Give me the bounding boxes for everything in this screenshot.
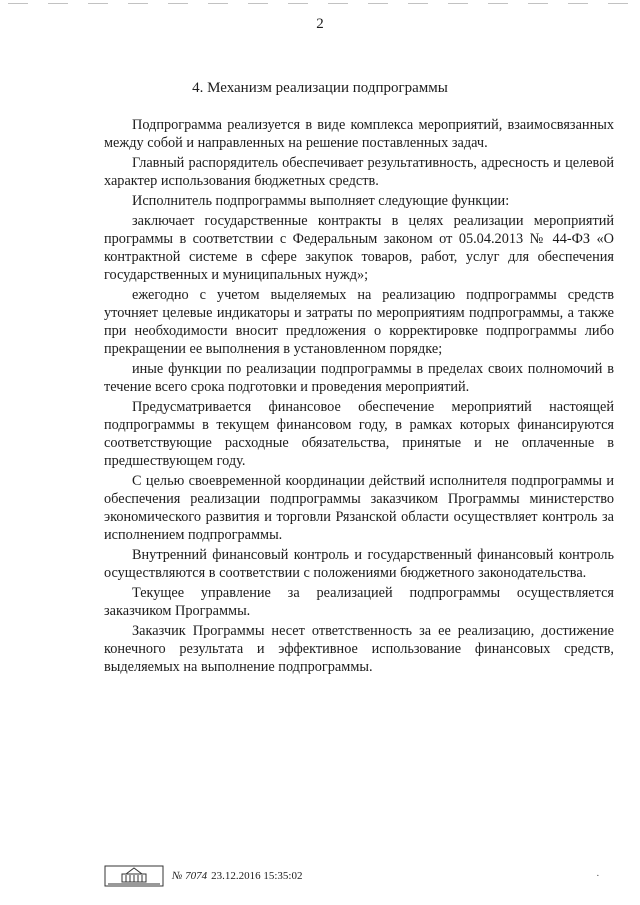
- corner-mark: ·: [596, 870, 600, 882]
- document-footer: [104, 864, 303, 888]
- paragraph-financial-control: Внутренний финансовый контроль и государственный финансовый контроль осуществляются в соответствии с положениями бюджетного законодательства.: [104, 547, 614, 581]
- paragraph-responsibility: Заказчик Программы несет ответственность за ее реализацию, достижение конечного результата и эффективное использование финансовых средств, выделяемых на выполнение подпрограммы.: [104, 623, 614, 675]
- paragraph-main-manager: Главный распорядитель обеспечивает результативность, адресность и целевой характер использования бюджетных средств.: [104, 155, 614, 189]
- page-number: 2: [316, 16, 324, 32]
- paragraph-executor-functions: Исполнитель подпрограммы выполняет следующие функции:: [132, 193, 510, 209]
- section-heading: 4. Механизм реализации подпрограммы: [192, 80, 448, 96]
- stamp-number: № 7074: [172, 870, 208, 882]
- stamp-datetime: 23.12.2016 15:35:02: [211, 870, 303, 882]
- paragraph-other-functions: иные функции по реализации подпрограммы в пределах своих полномочий в течение всего срока подготовки и проведения мероприятий.: [104, 361, 614, 395]
- scan-edge-line: [8, 3, 632, 4]
- paragraph-annual-refinement: ежегодно с учетом выделяемых на реализацию подпрограммы средств уточняет целевые индикаторы и затраты по мероприятиям подпрограммы, а также при необходимости вносит предложения о корректировке подпрограммы либо прекращении ее выполнения в установленном порядке;: [104, 287, 614, 357]
- paragraph-contracts: заключает государственные контракты в целях реализации мероприятий программы в соответствии с Федеральным законом от 05.04.2013 № 44-ФЗ «О контрактной системе в сфере закупок товаров, работ, услуг для обеспечения государственных и муниципальных нужд»;: [104, 213, 614, 283]
- document-body: [104, 116, 614, 678]
- building-seal-icon: [104, 865, 164, 887]
- paragraph-coordination: С целью своевременной координации действий исполнителя подпрограммы и обеспечения реализации подпрограммы заказчиком Программы министерство экономического развития и торговли Рязанской области осуществляет контроль за исполнением подпрограммы.: [104, 473, 614, 543]
- paragraph-financing: Предусматривается финансовое обеспечение мероприятий настоящей подпрограммы в текущем финансовом году, в рамках которых финансируются соответствующие расходные обязательства, принятые и не оплаченные в предшествующем году.: [104, 399, 614, 469]
- paragraph-realization: Подпрограмма реализуется в виде комплекса мероприятий, взаимосвязанных между собой и направленных на решение поставленных задач.: [104, 117, 614, 151]
- paragraph-current-management: Текущее управление за реализацией подпрограммы осуществляется заказчиком Программы.: [104, 585, 614, 619]
